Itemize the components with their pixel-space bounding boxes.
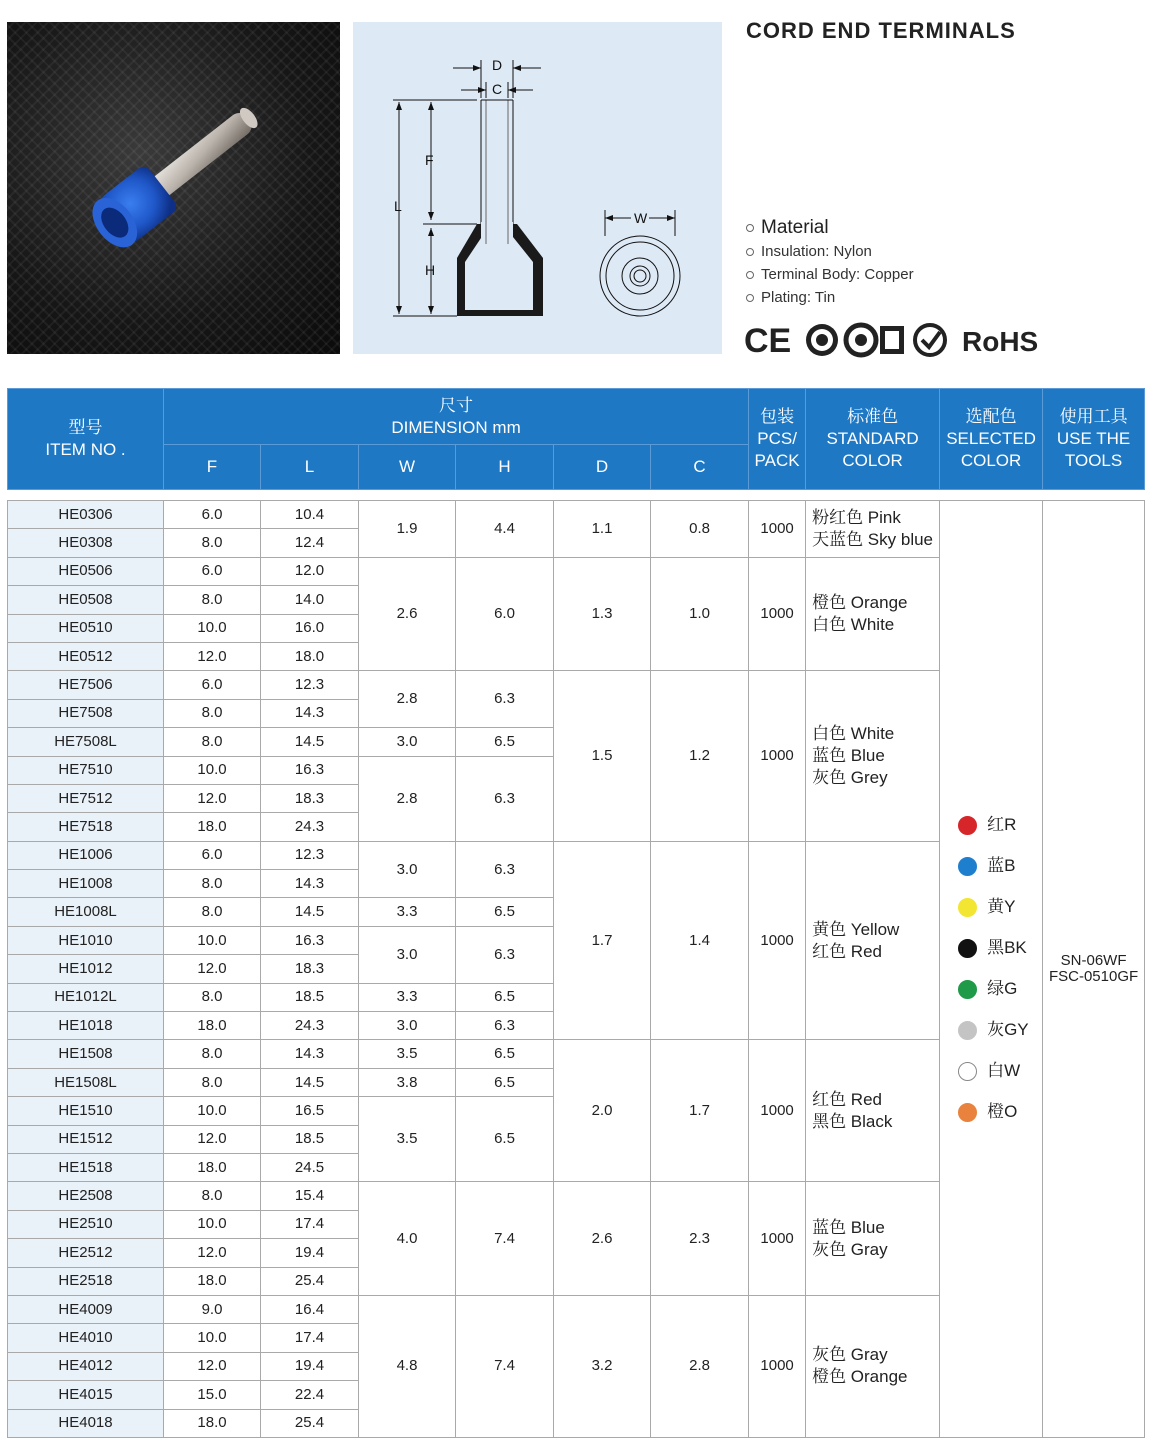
dim-w-cell: 2.8 <box>359 671 456 728</box>
dim-label-d: D <box>492 57 503 73</box>
header-dim-h: H <box>456 445 554 490</box>
dim-d-cell: 1.1 <box>554 501 651 558</box>
dim-l-cell: 12.0 <box>261 557 359 585</box>
item-no-cell: HE4010 <box>8 1324 164 1352</box>
material-insulation: Insulation: Nylon <box>761 243 872 260</box>
dim-l-cell: 25.4 <box>261 1267 359 1295</box>
standard-color-line: 黄色 Yellow <box>812 919 900 939</box>
pack-cell: 1000 <box>749 1182 806 1296</box>
header-standard-color: 标准色 STANDARD COLOR <box>806 389 940 490</box>
color-dot-icon <box>958 1103 977 1122</box>
dim-d-cell: 1.3 <box>554 557 651 671</box>
selected-color-label: 绿G <box>987 979 1018 999</box>
dim-l-cell: 12.3 <box>261 841 359 869</box>
item-no-cell: HE1010 <box>8 926 164 954</box>
dim-w-cell: 3.0 <box>359 1012 456 1040</box>
dim-l-cell: 18.0 <box>261 642 359 670</box>
tool-name: FSC-0510GF <box>1048 967 1139 985</box>
dim-c-cell: 1.2 <box>651 671 749 841</box>
standard-color-line: 蓝色 Blue <box>812 1217 885 1237</box>
dim-w-cell: 3.0 <box>359 728 456 756</box>
material-heading: Material <box>761 217 829 238</box>
dim-f-cell: 12.0 <box>164 1239 261 1267</box>
dim-l-cell: 14.5 <box>261 1068 359 1096</box>
dim-h-cell: 6.3 <box>456 841 554 898</box>
selected-color-item <box>958 1092 1017 1133</box>
dim-f-cell: 18.0 <box>164 1409 261 1437</box>
standard-color-line: 白色 White <box>812 615 895 635</box>
dim-d-cell: 1.5 <box>554 671 651 841</box>
dim-f-cell: 8.0 <box>164 728 261 756</box>
header-pack: 包装 PCS/ PACK <box>749 389 806 490</box>
dim-h-cell: 7.4 <box>456 1295 554 1437</box>
dim-w-cell: 3.3 <box>359 983 456 1011</box>
dim-label-f: F <box>425 152 434 168</box>
header-tools: 使用工具 USE THE TOOLS <box>1043 389 1145 490</box>
product-photo <box>7 22 340 354</box>
dim-f-cell: 6.0 <box>164 557 261 585</box>
dim-f-cell: 18.0 <box>164 1012 261 1040</box>
dim-l-cell: 14.0 <box>261 586 359 614</box>
dim-f-cell: 12.0 <box>164 784 261 812</box>
dim-l-cell: 16.4 <box>261 1295 359 1323</box>
item-no-cell: HE2518 <box>8 1267 164 1295</box>
dim-l-cell: 15.4 <box>261 1182 359 1210</box>
item-no-cell: HE7518 <box>8 813 164 841</box>
header-dim-f: F <box>164 445 261 490</box>
header-dim-l: L <box>261 445 359 490</box>
dim-l-cell: 17.4 <box>261 1210 359 1238</box>
ce-mark-icon: CE <box>744 322 792 360</box>
dim-l-cell: 25.4 <box>261 1409 359 1437</box>
dim-w-cell: 3.5 <box>359 1097 456 1182</box>
color-dot-icon <box>958 816 977 835</box>
dim-w-cell: 3.0 <box>359 926 456 983</box>
dim-f-cell: 12.0 <box>164 1352 261 1380</box>
dim-c-cell: 1.7 <box>651 1040 749 1182</box>
dim-f-cell: 8.0 <box>164 586 261 614</box>
standard-color-line: 粉红色 Pink <box>812 507 901 527</box>
item-no-cell: HE4012 <box>8 1352 164 1380</box>
dim-c-cell: 2.8 <box>651 1295 749 1437</box>
standard-color-line: 蓝色 Blue <box>812 746 885 766</box>
standard-color-line: 灰色 Gray <box>812 1239 888 1259</box>
selected-color-item <box>958 846 1015 887</box>
item-no-cell: HE0308 <box>8 529 164 557</box>
table-body <box>8 490 1145 1438</box>
dim-f-cell: 8.0 <box>164 1068 261 1096</box>
item-no-cell: HE4018 <box>8 1409 164 1437</box>
dim-f-cell: 6.0 <box>164 671 261 699</box>
dim-l-cell: 18.3 <box>261 955 359 983</box>
dim-l-cell: 16.5 <box>261 1097 359 1125</box>
ul-mark-icon <box>880 326 904 354</box>
standard-color-line: 黑色 Black <box>812 1111 893 1131</box>
dim-l-cell: 18.5 <box>261 983 359 1011</box>
dim-l-cell: 14.5 <box>261 728 359 756</box>
dim-d-cell: 3.2 <box>554 1295 651 1437</box>
dim-f-cell: 12.0 <box>164 955 261 983</box>
dim-l-cell: 12.3 <box>261 671 359 699</box>
item-no-cell: HE0306 <box>8 501 164 529</box>
table-header <box>8 389 1145 490</box>
item-no-cell: HE4009 <box>8 1295 164 1323</box>
dim-l-cell: 19.4 <box>261 1352 359 1380</box>
header-dimension: 尺寸 DIMENSION mm <box>164 389 749 445</box>
dim-l-cell: 19.4 <box>261 1239 359 1267</box>
sgs-mark-icon <box>915 325 945 355</box>
standard-color-cell <box>806 1040 940 1182</box>
header-selected-color: 选配色 SELECTED COLOR <box>940 389 1043 490</box>
dim-c-cell: 2.3 <box>651 1182 749 1296</box>
standard-color-line: 灰色 Grey <box>812 768 888 788</box>
color-dot-icon <box>958 939 977 958</box>
bullet-icon <box>746 248 754 256</box>
dim-f-cell: 18.0 <box>164 1153 261 1181</box>
dim-h-cell: 6.0 <box>456 557 554 671</box>
item-no-cell: HE1508L <box>8 1068 164 1096</box>
selected-color-item <box>958 928 1027 969</box>
dim-w-cell: 3.3 <box>359 898 456 926</box>
standard-color-line: 天蓝色 Sky blue <box>812 529 934 549</box>
header-gap <box>8 490 1145 501</box>
dim-w-cell: 3.5 <box>359 1040 456 1068</box>
dim-label-l: L <box>394 198 402 214</box>
selected-color-label: 橙O <box>987 1102 1018 1122</box>
selected-color-label: 黄Y <box>987 897 1016 917</box>
dim-f-cell: 9.0 <box>164 1295 261 1323</box>
dim-h-cell: 6.3 <box>456 926 554 983</box>
material-item <box>746 240 914 263</box>
certification-marks <box>744 318 1104 362</box>
standard-color-cell <box>806 501 940 558</box>
item-no-cell: HE0506 <box>8 557 164 585</box>
color-dot-icon <box>958 857 977 876</box>
dim-f-cell: 8.0 <box>164 1182 261 1210</box>
csa-mark-icon <box>846 325 876 355</box>
dim-w-cell: 4.8 <box>359 1295 456 1437</box>
item-no-cell: HE1518 <box>8 1153 164 1181</box>
dim-f-cell: 8.0 <box>164 1040 261 1068</box>
dim-f-cell: 8.0 <box>164 983 261 1011</box>
item-no-cell: HE7512 <box>8 784 164 812</box>
dim-c-cell: 1.0 <box>651 557 749 671</box>
standard-color-line: 橙色 Orange <box>812 593 908 613</box>
dim-h-cell: 6.5 <box>456 728 554 756</box>
selected-color-label: 蓝B <box>987 856 1016 876</box>
selected-color-label: 红R <box>987 815 1017 835</box>
dim-l-cell: 24.3 <box>261 813 359 841</box>
page-title: CORD END TERMINALS <box>746 18 1016 43</box>
dim-f-cell: 10.0 <box>164 614 261 642</box>
standard-color-line: 灰色 Gray <box>812 1345 888 1365</box>
dim-l-cell: 18.3 <box>261 784 359 812</box>
dim-f-cell: 10.0 <box>164 756 261 784</box>
selected-color-item <box>958 1010 1029 1051</box>
pack-cell: 1000 <box>749 501 806 558</box>
pack-cell: 1000 <box>749 841 806 1040</box>
item-no-cell: HE7506 <box>8 671 164 699</box>
selected-color-label: 灰GY <box>987 1020 1029 1040</box>
dim-f-cell: 18.0 <box>164 813 261 841</box>
dim-w-cell: 3.0 <box>359 841 456 898</box>
dim-h-cell: 6.5 <box>456 1097 554 1182</box>
dim-d-cell: 1.7 <box>554 841 651 1040</box>
dim-l-cell: 16.3 <box>261 756 359 784</box>
specification-table <box>7 388 1145 1438</box>
selected-color-list <box>940 805 1042 1133</box>
standard-color-cell <box>806 671 940 841</box>
standard-color-cell <box>806 1295 940 1437</box>
dim-h-cell: 7.4 <box>456 1182 554 1296</box>
dim-d-cell: 2.6 <box>554 1182 651 1296</box>
pack-cell: 1000 <box>749 671 806 841</box>
standard-color-line: 橙色 Orange <box>812 1367 908 1387</box>
bullet-icon <box>746 294 754 302</box>
dim-f-cell: 12.0 <box>164 642 261 670</box>
item-no-cell: HE1508 <box>8 1040 164 1068</box>
table-row <box>8 501 1145 529</box>
color-dot-icon <box>958 898 977 917</box>
material-item <box>746 286 914 309</box>
standard-color-line: 红色 Red <box>812 941 882 961</box>
rohs-mark-icon: RoHS <box>962 326 1039 357</box>
dim-l-cell: 12.4 <box>261 529 359 557</box>
color-dot-icon <box>958 1062 977 1081</box>
header-dim-w: W <box>359 445 456 490</box>
dim-c-cell: 0.8 <box>651 501 749 558</box>
item-no-cell: HE4015 <box>8 1381 164 1409</box>
dim-h-cell: 6.3 <box>456 756 554 841</box>
selected-color-item <box>958 805 1016 846</box>
header-dim-c: C <box>651 445 749 490</box>
standard-color-line: 红色 Red <box>812 1089 882 1109</box>
dim-f-cell: 8.0 <box>164 699 261 727</box>
item-no-cell: HE2508 <box>8 1182 164 1210</box>
dim-w-cell: 3.8 <box>359 1068 456 1096</box>
dim-f-cell: 10.0 <box>164 926 261 954</box>
dim-w-cell: 2.6 <box>359 557 456 671</box>
dim-l-cell: 17.4 <box>261 1324 359 1352</box>
header-dim-d: D <box>554 445 651 490</box>
selected-color-label: 白W <box>987 1061 1021 1081</box>
material-body: Terminal Body: Copper <box>761 266 914 283</box>
dim-f-cell: 12.0 <box>164 1125 261 1153</box>
dim-h-cell: 6.3 <box>456 1012 554 1040</box>
selected-color-item <box>958 1051 1020 1092</box>
item-no-cell: HE0512 <box>8 642 164 670</box>
material-item <box>746 263 914 286</box>
dim-f-cell: 8.0 <box>164 898 261 926</box>
dim-l-cell: 24.3 <box>261 1012 359 1040</box>
material-heading-row <box>746 216 914 240</box>
item-no-cell: HE1510 <box>8 1097 164 1125</box>
dim-w-cell: 2.8 <box>359 756 456 841</box>
dim-label-c: C <box>492 81 503 97</box>
quality-seal-icon <box>806 324 838 356</box>
dim-l-cell: 14.3 <box>261 1040 359 1068</box>
item-no-cell: HE2510 <box>8 1210 164 1238</box>
item-no-cell: HE0510 <box>8 614 164 642</box>
material-plating: Plating: Tin <box>761 289 836 306</box>
selected-color-cell <box>940 501 1043 1438</box>
standard-color-cell <box>806 841 940 1040</box>
dim-f-cell: 8.0 <box>164 870 261 898</box>
selected-color-label: 黑BK <box>987 938 1027 958</box>
item-no-cell: HE7508L <box>8 728 164 756</box>
header-item-no: 型号 ITEM NO . <box>8 389 164 490</box>
dim-d-cell: 2.0 <box>554 1040 651 1182</box>
dimension-drawing <box>353 22 722 354</box>
item-no-cell: HE1008 <box>8 870 164 898</box>
dim-l-cell: 22.4 <box>261 1381 359 1409</box>
selected-color-item <box>958 887 1015 928</box>
item-no-cell: HE0508 <box>8 586 164 614</box>
dim-h-cell: 6.5 <box>456 1040 554 1068</box>
dim-h-cell: 4.4 <box>456 501 554 558</box>
item-no-cell: HE1012L <box>8 983 164 1011</box>
dim-label-w: W <box>634 210 648 226</box>
standard-color-cell <box>806 557 940 671</box>
selected-color-item <box>958 969 1017 1010</box>
dim-f-cell: 10.0 <box>164 1324 261 1352</box>
dim-l-cell: 16.0 <box>261 614 359 642</box>
standard-color-cell <box>806 1182 940 1296</box>
dim-f-cell: 6.0 <box>164 501 261 529</box>
dim-l-cell: 24.5 <box>261 1153 359 1181</box>
dim-f-cell: 18.0 <box>164 1267 261 1295</box>
dim-h-cell: 6.5 <box>456 898 554 926</box>
standard-color-line: 白色 White <box>812 724 895 744</box>
material-list <box>746 216 914 309</box>
item-no-cell: HE1008L <box>8 898 164 926</box>
dim-l-cell: 16.3 <box>261 926 359 954</box>
dim-label-h: H <box>425 262 436 278</box>
dim-h-cell: 6.3 <box>456 671 554 728</box>
dim-f-cell: 8.0 <box>164 529 261 557</box>
dim-l-cell: 14.3 <box>261 699 359 727</box>
pack-cell: 1000 <box>749 1295 806 1437</box>
dim-f-cell: 15.0 <box>164 1381 261 1409</box>
dim-w-cell: 1.9 <box>359 501 456 558</box>
tool-name: SN-06WF <box>1060 951 1127 969</box>
dim-l-cell: 14.5 <box>261 898 359 926</box>
item-no-cell: HE7508 <box>8 699 164 727</box>
tools-cell <box>1043 501 1145 1438</box>
bullet-icon <box>746 271 754 279</box>
item-no-cell: HE1006 <box>8 841 164 869</box>
item-no-cell: HE1012 <box>8 955 164 983</box>
color-dot-icon <box>958 980 977 999</box>
item-no-cell: HE2512 <box>8 1239 164 1267</box>
dim-l-cell: 18.5 <box>261 1125 359 1153</box>
dim-c-cell: 1.4 <box>651 841 749 1040</box>
item-no-cell: HE1512 <box>8 1125 164 1153</box>
cord-end-terminal-image <box>7 22 340 354</box>
pack-cell: 1000 <box>749 557 806 671</box>
item-no-cell: HE7510 <box>8 756 164 784</box>
dim-f-cell: 6.0 <box>164 841 261 869</box>
dim-h-cell: 6.5 <box>456 1068 554 1096</box>
dim-f-cell: 10.0 <box>164 1097 261 1125</box>
dim-l-cell: 14.3 <box>261 870 359 898</box>
item-no-cell: HE1018 <box>8 1012 164 1040</box>
dim-w-cell: 4.0 <box>359 1182 456 1296</box>
bullet-icon <box>746 224 754 232</box>
dim-l-cell: 10.4 <box>261 501 359 529</box>
dim-f-cell: 10.0 <box>164 1210 261 1238</box>
color-dot-icon <box>958 1021 977 1040</box>
pack-cell: 1000 <box>749 1040 806 1182</box>
dim-h-cell: 6.5 <box>456 983 554 1011</box>
